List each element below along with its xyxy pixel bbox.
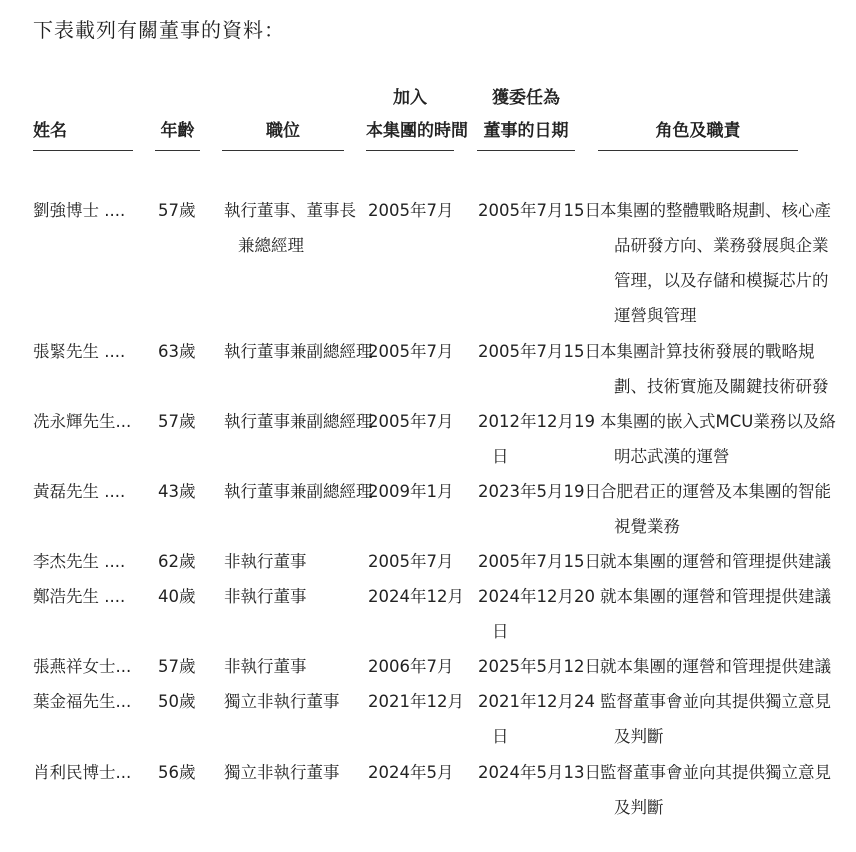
director-appoint-date-line: 2021年12月24 [478, 692, 595, 711]
director-role-line: 劃、技術實施及關鍵技術研發 [614, 377, 829, 396]
header-role: 角色及職責 [598, 115, 798, 151]
director-position [224, 544, 307, 579]
director-position-line: 執行董事兼副總經理 [224, 482, 373, 501]
director-appoint-date [478, 579, 595, 649]
director-role-line: 就本集團的運營和管理提供建議 [600, 552, 831, 571]
director-appoint-date-line: 2024年5月13日 [478, 763, 601, 782]
director-name: 張緊先生 .... [33, 342, 126, 361]
director-role-line: 合肥君正的運營及本集團的智能 [600, 482, 831, 501]
director-role [600, 684, 831, 754]
director-position-line: 獨立非執行董事 [224, 763, 340, 782]
director-join-date: 2005年7月 [368, 201, 454, 220]
director-position [224, 193, 356, 263]
director-appoint-date [478, 404, 595, 474]
director-position-line: 非執行董事 [224, 587, 307, 606]
header-join-date: 加入 本集團的時間 [366, 82, 454, 151]
director-join-date: 2009年1月 [368, 482, 454, 501]
intro-text: 下表載列有關董事的資料： [33, 18, 285, 42]
director-role-line: 監督董事會並向其提供獨立意見 [600, 763, 831, 782]
director-appoint-date-line: 2012年12月19 [478, 412, 595, 431]
director-role-line: 管理，以及存儲和模擬芯片的 [614, 271, 829, 290]
director-role [600, 474, 831, 544]
director-appoint-date [478, 649, 601, 684]
director-age: 40歲 [158, 587, 196, 606]
director-appoint-date-line: 2023年5月19日 [478, 482, 601, 501]
director-appoint-date-line: 日 [492, 727, 509, 746]
director-appoint-date-line: 2005年7月15日 [478, 201, 601, 220]
director-name: 鄭浩先生 .... [33, 587, 126, 606]
director-age: 50歲 [158, 692, 196, 711]
director-role-line: 品研發方向、業務發展與企業 [614, 236, 829, 255]
director-position [224, 404, 373, 439]
director-position [224, 334, 373, 369]
director-age: 57歲 [158, 412, 196, 431]
header-age: 年齡 [155, 115, 200, 151]
director-role [600, 404, 836, 474]
director-role [600, 334, 829, 404]
director-position [224, 755, 340, 790]
director-appoint-date-line: 日 [492, 447, 509, 466]
director-position [224, 474, 373, 509]
director-position [224, 579, 307, 614]
director-appoint-date [478, 755, 601, 790]
director-position-line: 執行董事兼副總經理 [224, 412, 373, 431]
director-age: 62歲 [158, 552, 196, 571]
director-appoint-date-line: 2025年5月12日 [478, 657, 601, 676]
director-role-line: 本集團計算技術發展的戰略規 [600, 342, 815, 361]
director-name: 劉強博士 .... [33, 201, 126, 220]
director-age: 63歲 [158, 342, 196, 361]
director-join-date: 2021年12月 [368, 692, 464, 711]
director-position [224, 649, 307, 684]
director-appoint-date-line: 2005年7月15日 [478, 552, 601, 571]
director-position-line: 獨立非執行董事 [224, 692, 340, 711]
director-role [600, 544, 831, 579]
director-role-line: 就本集團的運營和管理提供建議 [600, 657, 831, 676]
header-name: 姓名 [33, 115, 133, 151]
director-role-line: 本集團的嵌入式MCU業務以及絡 [600, 412, 836, 431]
director-appoint-date [478, 544, 601, 579]
director-position-line: 兼總經理 [238, 236, 304, 255]
director-age: 56歲 [158, 763, 196, 782]
director-position-line: 非執行董事 [224, 552, 307, 571]
director-appoint-date-line: 2005年7月15日 [478, 342, 601, 361]
director-role [600, 579, 831, 614]
header-appoint-date: 獲委任為 董事的日期 [477, 82, 575, 151]
director-name: 黃磊先生 .... [33, 482, 126, 501]
director-appoint-date-line: 日 [492, 622, 509, 641]
director-join-date: 2006年7月 [368, 657, 454, 676]
director-role [600, 755, 831, 825]
director-name: 葉金福先生... [33, 692, 132, 711]
director-role-line: 監督董事會並向其提供獨立意見 [600, 692, 831, 711]
director-role-line: 視覺業務 [614, 517, 680, 536]
director-name: 冼永輝先生... [33, 412, 132, 431]
director-appoint-date [478, 334, 601, 369]
director-join-date: 2005年7月 [368, 412, 454, 431]
director-role-line: 及判斷 [614, 727, 664, 746]
director-join-date: 2024年5月 [368, 763, 454, 782]
director-position [224, 684, 340, 719]
director-name: 李杰先生 .... [33, 552, 126, 571]
director-role-line: 本集團的整體戰略規劃、核心產 [600, 201, 831, 220]
director-join-date: 2024年12月 [368, 587, 464, 606]
director-age: 43歲 [158, 482, 196, 501]
director-position-line: 執行董事、董事長 [224, 201, 356, 220]
header-position: 職位 [222, 115, 344, 151]
director-role-line: 運營與管理 [614, 306, 697, 325]
director-role-line: 及判斷 [614, 798, 664, 817]
director-join-date: 2005年7月 [368, 342, 454, 361]
director-appoint-date [478, 193, 601, 228]
director-role [600, 193, 831, 333]
director-role-line: 就本集團的運營和管理提供建議 [600, 587, 831, 606]
director-position-line: 執行董事兼副總經理 [224, 342, 373, 361]
director-join-date: 2005年7月 [368, 552, 454, 571]
director-appoint-date [478, 474, 601, 509]
director-position-line: 非執行董事 [224, 657, 307, 676]
director-role-line: 明芯武漢的運營 [614, 447, 730, 466]
director-appoint-date [478, 684, 595, 754]
director-age: 57歲 [158, 657, 196, 676]
director-age: 57歲 [158, 201, 196, 220]
director-role [600, 649, 831, 684]
director-name: 張燕祥女士... [33, 657, 132, 676]
director-appoint-date-line: 2024年12月20 [478, 587, 595, 606]
director-name: 肖利民博士... [33, 763, 132, 782]
